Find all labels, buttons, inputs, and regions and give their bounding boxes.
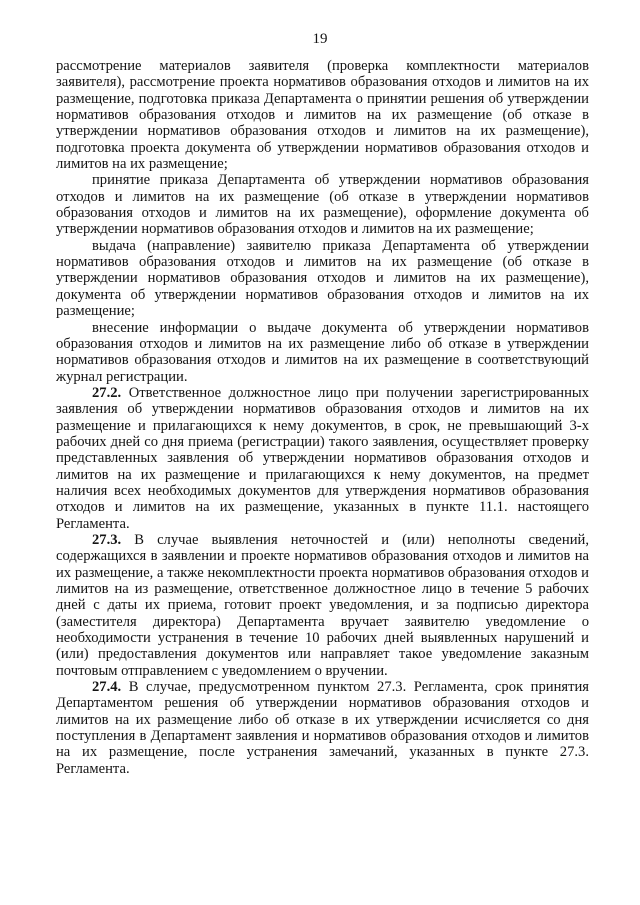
clause-text: В случае, предусмотренном пунктом 27.3. Регламента, срок принятия Департаментом решения об утверждении нормативов образования отходов и лимитов на их размещение либо об отказе в их утверждении исчисляется со дня поступления в Департамент заявления и нормативов образования отходов и лимитов на их размещение, после устранения замечаний, указанных в пункте 27.3. Регламента. bbox=[56, 679, 589, 777]
paragraph-issue-order bbox=[56, 238, 589, 320]
clause-27-3 bbox=[56, 532, 589, 679]
clause-text: Ответственное должностное лицо при получении зарегистрированных заявления об утверждении нормативов образования отходов и лимитов на их размещение и прилагающихся к нему документов, в срок, не превышающий 3-х рабочих дней со дня приема (регистрации) такого заявления, осуществляет проверку представленных заявления об утверждении нормативов образования отходов и лимитов на их размещение и прилагающихся к нему документов, на предмет наличия всех необходимых документов для утверждения нормативов образования отходов и лимитов на их размещение, указанных в пункте 11.1. настоящего Регламента. bbox=[56, 384, 589, 532]
paragraph-register-info bbox=[56, 320, 589, 385]
clause-number: 27.2. bbox=[92, 384, 122, 401]
clause-27-4 bbox=[56, 679, 589, 777]
paragraph-text: принятие приказа Департамента об утверждении нормативов образования отходов и лимитов на их размещение (об отказе в утверждении нормативов образования отходов и лимитов на их размещение), оформление документа об утверждении нормативов образования отходов и лимитов на их размещение; bbox=[56, 172, 589, 238]
page-number: 19 bbox=[312, 31, 328, 47]
document-body bbox=[56, 58, 589, 777]
paragraph-adopt-order bbox=[56, 172, 589, 237]
clause-text: В случае выявления неточностей и (или) неполноты сведений, содержащихся в заявлении и проекте нормативов образования отходов и лимитов на их размещение, а также некомплектности проекта нормативов образования отходов и лимитов на из размещение, ответственное должностное лицо в течение 5 рабочих дней с даты их приема, готовит проект уведомления, и за подписью директора (заместителя директора) Департамента вручает заявителю уведомление о необходимости устранения в течение 10 рабочих дней выявленных нарушений и (или) предоставления документов или направляет такое уведомление заказным почтовым отправлением с уведомлением о вручении. bbox=[56, 531, 589, 679]
clause-27-2 bbox=[56, 385, 589, 532]
clause-number: 27.3. bbox=[92, 531, 122, 548]
paragraph-text: внесение информации о выдаче документа об утверждении нормативов образования отходов и лимитов на их размещение либо об отказе в утверждении нормативов образования отходов и лимитов на их размещение в соответствующий журнал регистрации. bbox=[56, 319, 589, 385]
paragraph-text: рассмотрение материалов заявителя (проверка комплектности материалов заявителя), рассмотрение проекта нормативов образования отходов и лимитов на их размещение, подготовка приказа Департамента о принятии решения об утверждении нормативов образования отходов и лимитов на их размещение (об отказе в утверждении нормативов образования отходов и лимитов на их размещение), подготовка проекта документа об утверждении нормативов образования отходов и лимитов на их размещение; bbox=[56, 58, 589, 173]
clause-number: 27.4. bbox=[92, 679, 122, 696]
paragraph-review-materials bbox=[56, 58, 589, 172]
paragraph-text: выдача (направление) заявителю приказа Департамента об утверждении нормативов образования отходов и лимитов на их размещение (об отказе в утверждении нормативов образования отходов и лимитов на их размещение), документа об утверждении нормативов образования отходов и лимитов на их размещение; bbox=[56, 237, 589, 320]
